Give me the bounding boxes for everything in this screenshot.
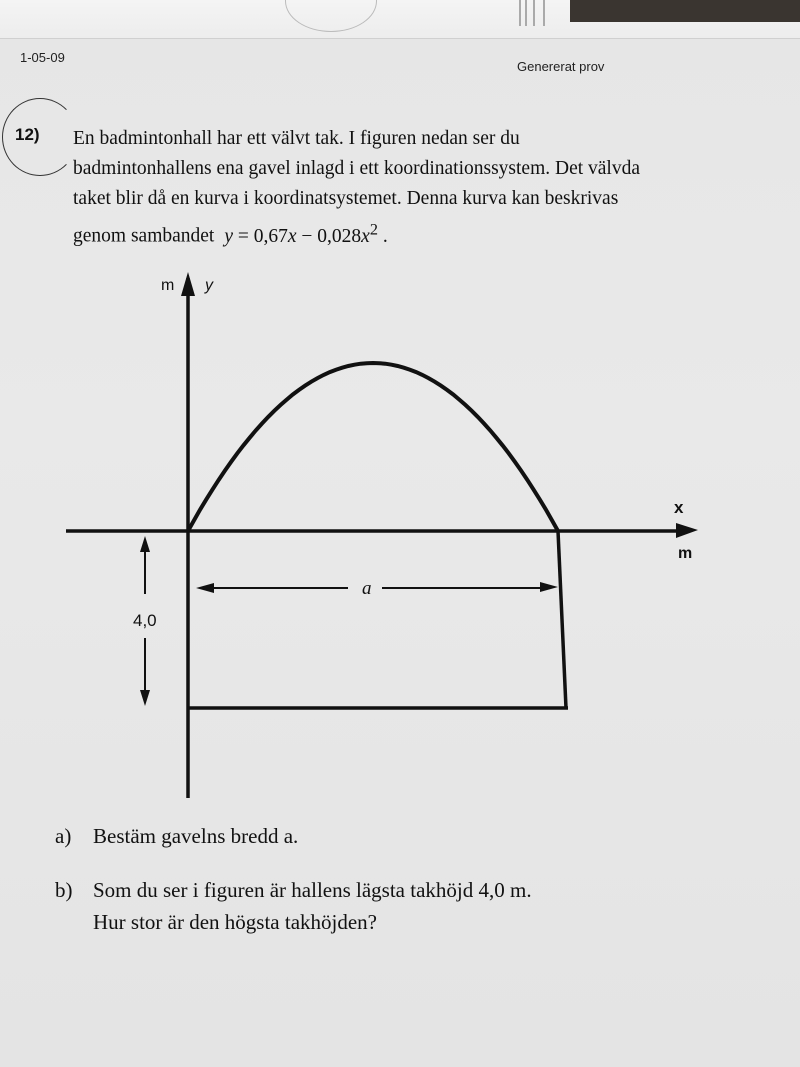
- question-number: 12): [15, 125, 40, 144]
- y-axis-arrow: [181, 272, 195, 296]
- height-label: 4,0: [133, 611, 157, 630]
- page-header: Genererat prov: [517, 59, 605, 74]
- question-text: [73, 124, 763, 252]
- question-line: En badmintonhall har ett välvt tak. I figuren nedan ser du: [73, 128, 520, 149]
- page-top-edge: [0, 0, 800, 39]
- formula-exponent: 2: [369, 220, 378, 238]
- formula-lhs: y: [224, 225, 233, 247]
- height-arrow-bottom: [140, 690, 150, 706]
- x-axis-label: x: [674, 498, 684, 517]
- formula-end: .: [382, 225, 388, 247]
- x-unit-label: m: [678, 545, 693, 562]
- subquestion-letter: b): [55, 878, 73, 902]
- subquestion-a: [55, 820, 298, 852]
- question-line: badmintonhallens ena gavel inlagd i ett koordinationssystem. Det välvda: [73, 158, 640, 179]
- formula: [224, 220, 388, 247]
- question-line-formula: [73, 214, 763, 252]
- subquestion-letter: a): [55, 824, 72, 848]
- formula-x: x: [287, 225, 297, 247]
- width-label: a: [362, 578, 372, 599]
- subquestion-line: Hur stor är den högsta takhöjden?: [93, 910, 378, 934]
- question-line: genom sambandet: [73, 225, 215, 247]
- subquestion-b: [55, 874, 532, 938]
- formula-minus: −: [301, 225, 313, 247]
- background-object: [570, 0, 800, 22]
- y-axis-label: y: [205, 277, 213, 294]
- y-unit-label: m: [161, 277, 175, 294]
- question-line: taket blir då en kurva i koordinatsystemet. Denna kurva kan beskrivas: [73, 188, 619, 209]
- width-arrow-right: [540, 582, 558, 592]
- question-circle-mark: [2, 98, 78, 176]
- formula-eq: =: [237, 225, 249, 247]
- formula-coef-b: 0,028: [317, 225, 362, 247]
- page-date: 1-05-09: [20, 50, 65, 65]
- subquestion-line: Bestäm gavelns bredd a.: [93, 824, 299, 848]
- height-arrow-top: [140, 536, 150, 552]
- formula-coef-a: 0,67: [253, 225, 288, 247]
- top-sketch: [285, 0, 377, 32]
- x-axis-arrow: [676, 523, 698, 538]
- roof-curve: [188, 363, 558, 531]
- formula-x-squared: x: [361, 225, 370, 247]
- top-bars: [515, 0, 575, 26]
- subquestion-line: Som du ser i figuren är hallens lägsta takhöjd 4,0 m.: [93, 878, 532, 902]
- coordinate-figure: [0, 260, 800, 820]
- width-arrow-left: [196, 583, 214, 593]
- right-wall: [558, 531, 566, 708]
